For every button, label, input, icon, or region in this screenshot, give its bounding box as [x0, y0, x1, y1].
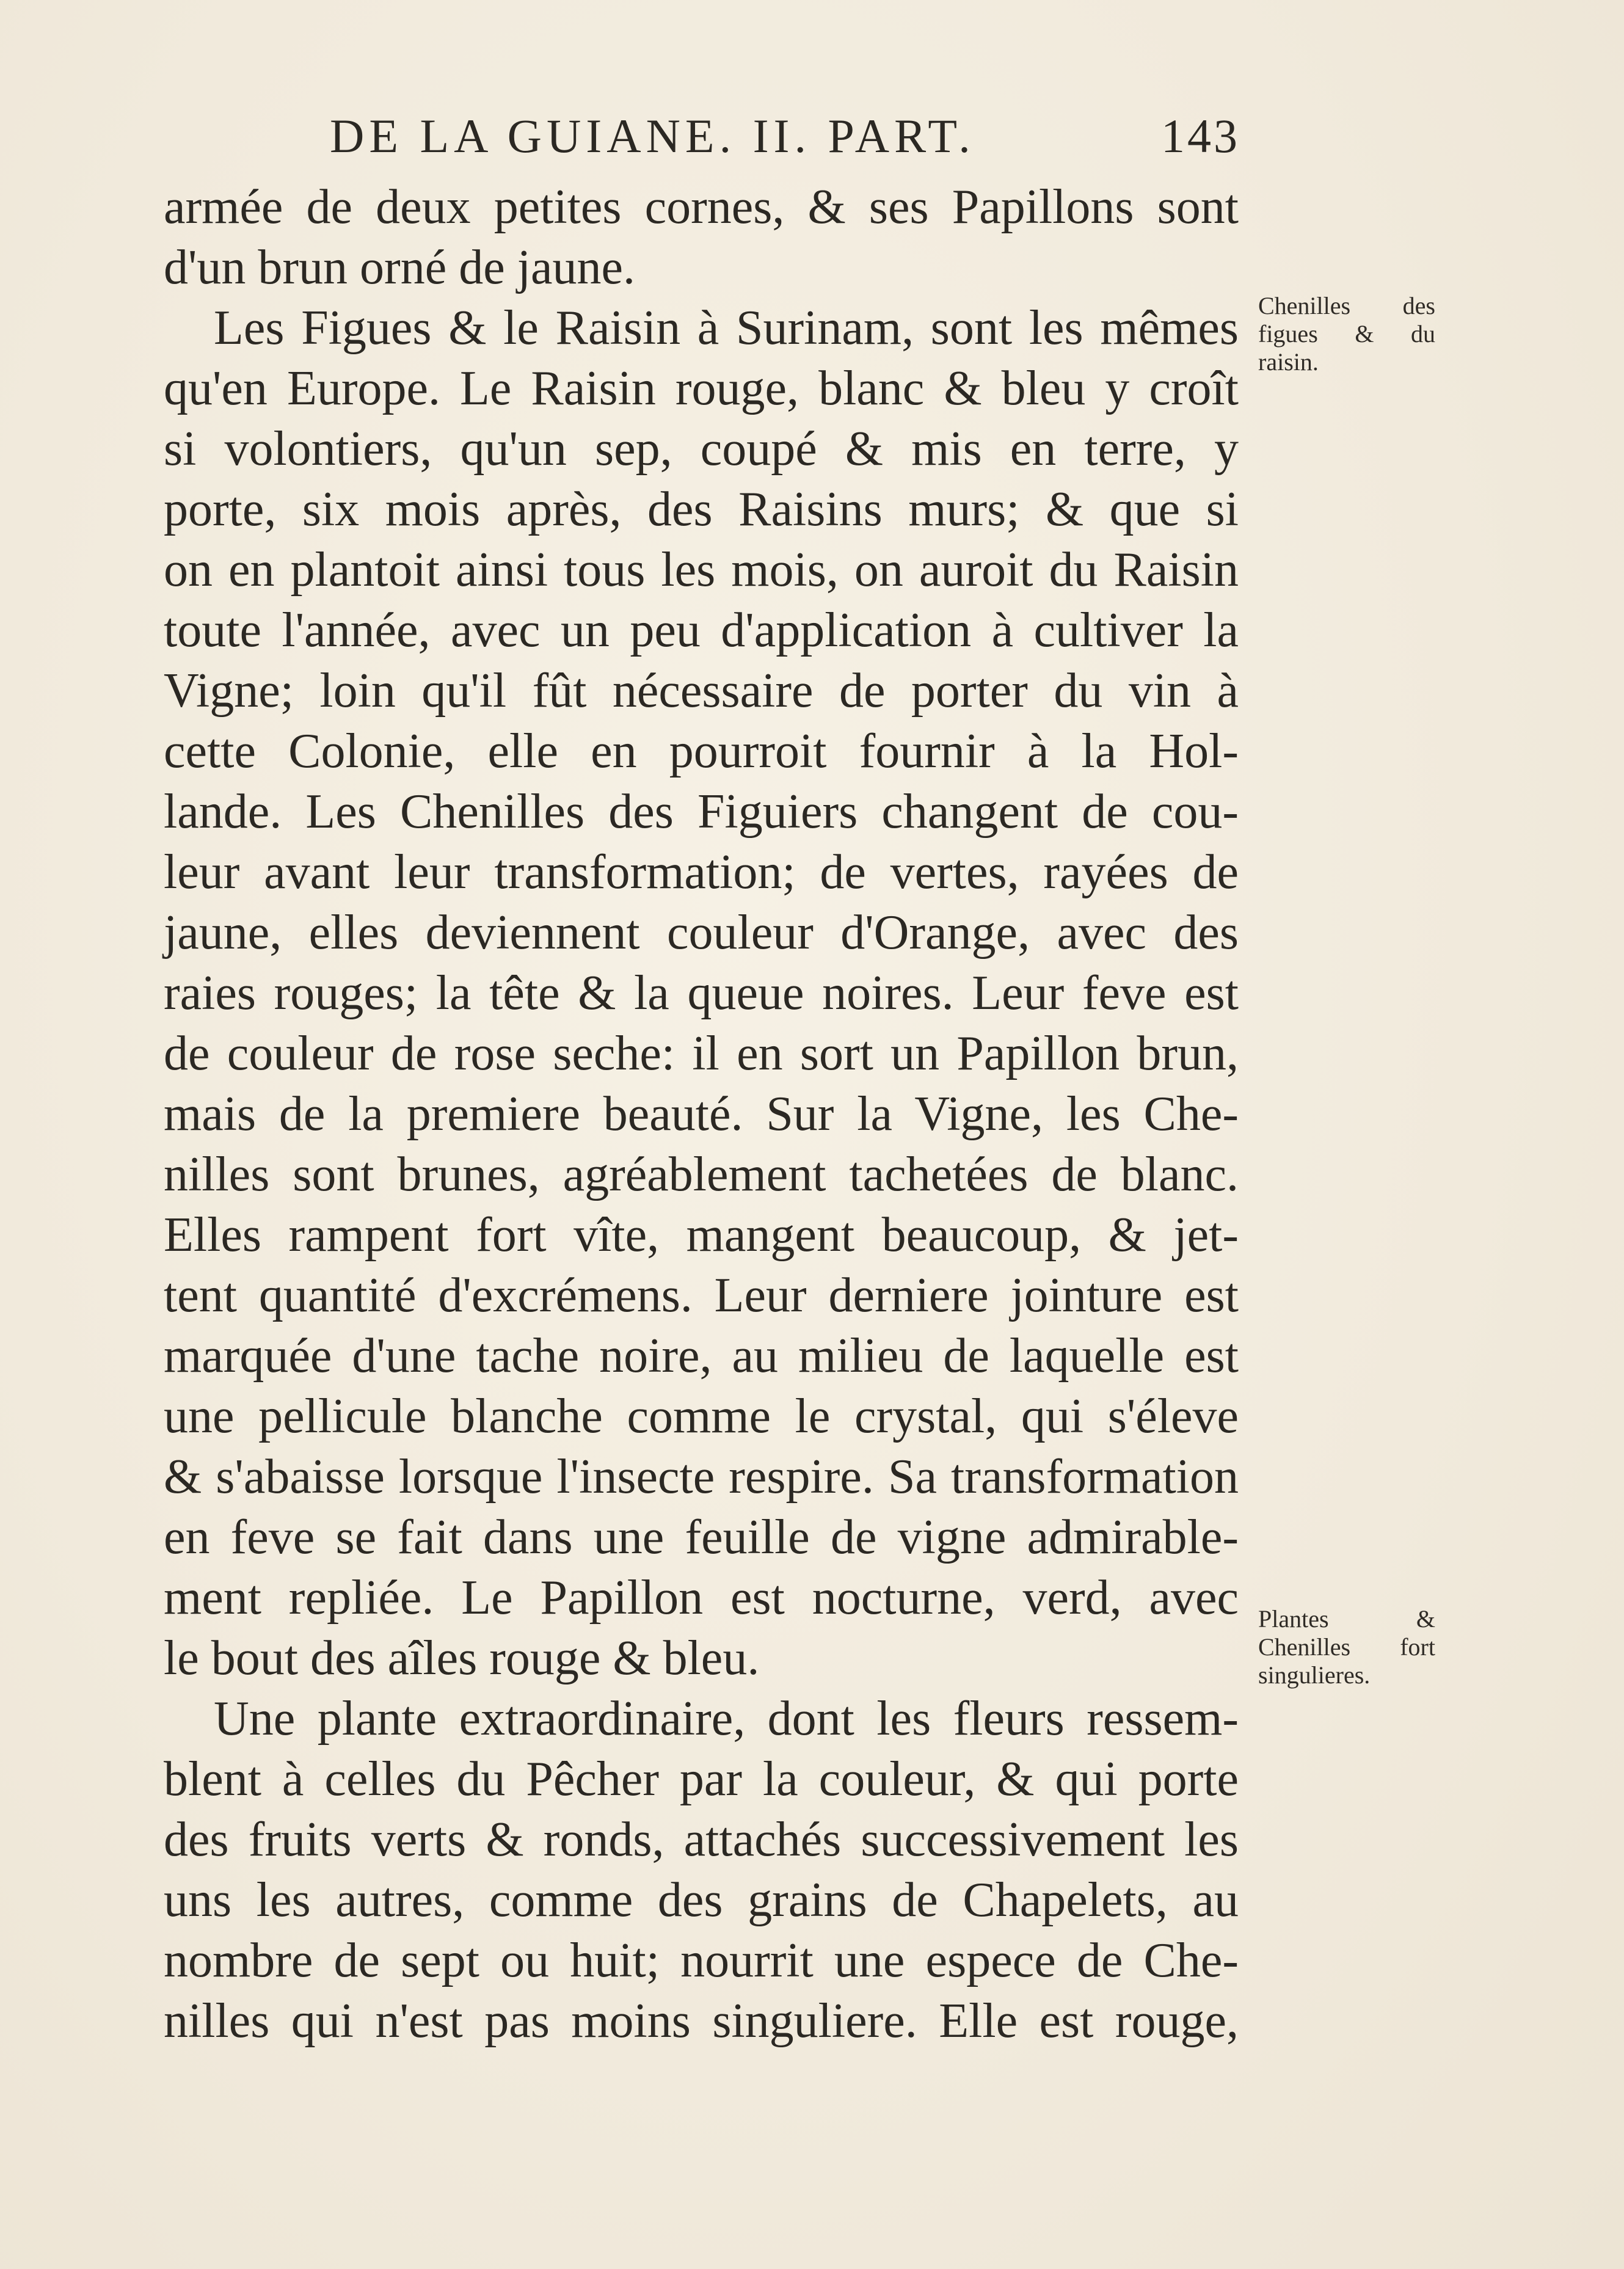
text-line: armée de deux petites cornes, & ses Papillons sont	[164, 180, 1239, 234]
page-number: 143	[1161, 109, 1240, 162]
text-line: lande. Les Chenilles des Figuiers changent de cou-	[164, 785, 1239, 839]
text-line: qu'en Europe. Le Raisin rouge, blanc & bleu y croît	[164, 362, 1239, 415]
margin-note-caterpillars-figs-grapes	[1258, 292, 1435, 376]
text-line: jaune, elles deviennent couleur d'Orange, avec des	[164, 906, 1239, 960]
text-line: Elles rampent fort vîte, mangent beaucoup, & jet-	[164, 1208, 1239, 1262]
running-head-title: DE LA GUIANE. II. PART.	[330, 109, 975, 162]
running-head	[330, 109, 1240, 176]
text-line: on en plantoit ainsi tous les mois, on auroit du Raisin	[164, 543, 1239, 597]
text-line: nilles qui n'est pas moins singuliere. Elle est rouge,	[164, 1994, 1239, 2048]
text-line: Les Figues & le Raisin à Surinam, sont les mêmes	[214, 301, 1239, 355]
text-line: uns les autres, comme des grains de Chapelets, au	[164, 1873, 1239, 1927]
margin-note-line: raisin.	[1258, 348, 1319, 376]
text-line: en feve se fait dans une feuille de vigne admirable-	[164, 1510, 1239, 1564]
text-line: si volontiers, qu'un sep, coupé & mis en terre, y	[164, 422, 1239, 476]
text-line: leur avant leur transformation; de vertes, rayées de	[164, 845, 1239, 899]
margin-note-line: Chenilles fort	[1258, 1633, 1435, 1661]
text-line: ment repliée. Le Papillon est nocturne, verd, avec	[164, 1571, 1239, 1625]
text-line: d'un brun orné de jaune.	[164, 241, 635, 294]
text-line: marquée d'une tache noire, au milieu de laquelle est	[164, 1329, 1239, 1383]
text-line: nilles sont brunes, agréablement tachetées de blanc.	[164, 1148, 1239, 1201]
text-line: raies rouges; la tête & la queue noires. Leur feve est	[164, 966, 1239, 1020]
text-line: Vigne; loin qu'il fût nécessaire de porter du vin à	[164, 664, 1239, 718]
text-line: le bout des aîles rouge & bleu.	[164, 1631, 760, 1685]
margin-note-line: Chenilles des	[1258, 292, 1435, 319]
body-text	[164, 177, 1239, 2052]
text-line: Une plante extraordinaire, dont les fleurs ressem-	[214, 1692, 1239, 1746]
margin-note-line: Plantes &	[1258, 1605, 1435, 1633]
margin-note-line: singulieres.	[1258, 1661, 1371, 1689]
margin-note-plants-caterpillars	[1258, 1605, 1435, 1689]
text-line: une pellicule blanche comme le crystal, qui s'éleve	[164, 1389, 1239, 1443]
text-line: blent à celles du Pêcher par la couleur, & qui porte	[164, 1752, 1239, 1806]
text-line: nombre de sept ou huit; nourrit une espece de Che-	[164, 1934, 1239, 1987]
text-line: de couleur de rose seche: il en sort un Papillon brun,	[164, 1027, 1239, 1080]
text-line: mais de la premiere beauté. Sur la Vigne, les Che-	[164, 1087, 1239, 1141]
text-line: porte, six mois après, des Raisins murs; & que si	[164, 483, 1239, 536]
margin-note-line: figues & du	[1258, 320, 1435, 348]
text-line: tent quantité d'excrémens. Leur derniere jointure est	[164, 1269, 1239, 1322]
text-line: des fruits verts & ronds, attachés successivement les	[164, 1813, 1239, 1867]
text-line: & s'abaisse lorsque l'insecte respire. Sa transformation	[164, 1450, 1239, 1504]
text-line: toute l'année, avec un peu d'application à cultiver la	[164, 603, 1239, 657]
text-line: cette Colonie, elle en pourroit fournir à la Hol-	[164, 724, 1239, 778]
